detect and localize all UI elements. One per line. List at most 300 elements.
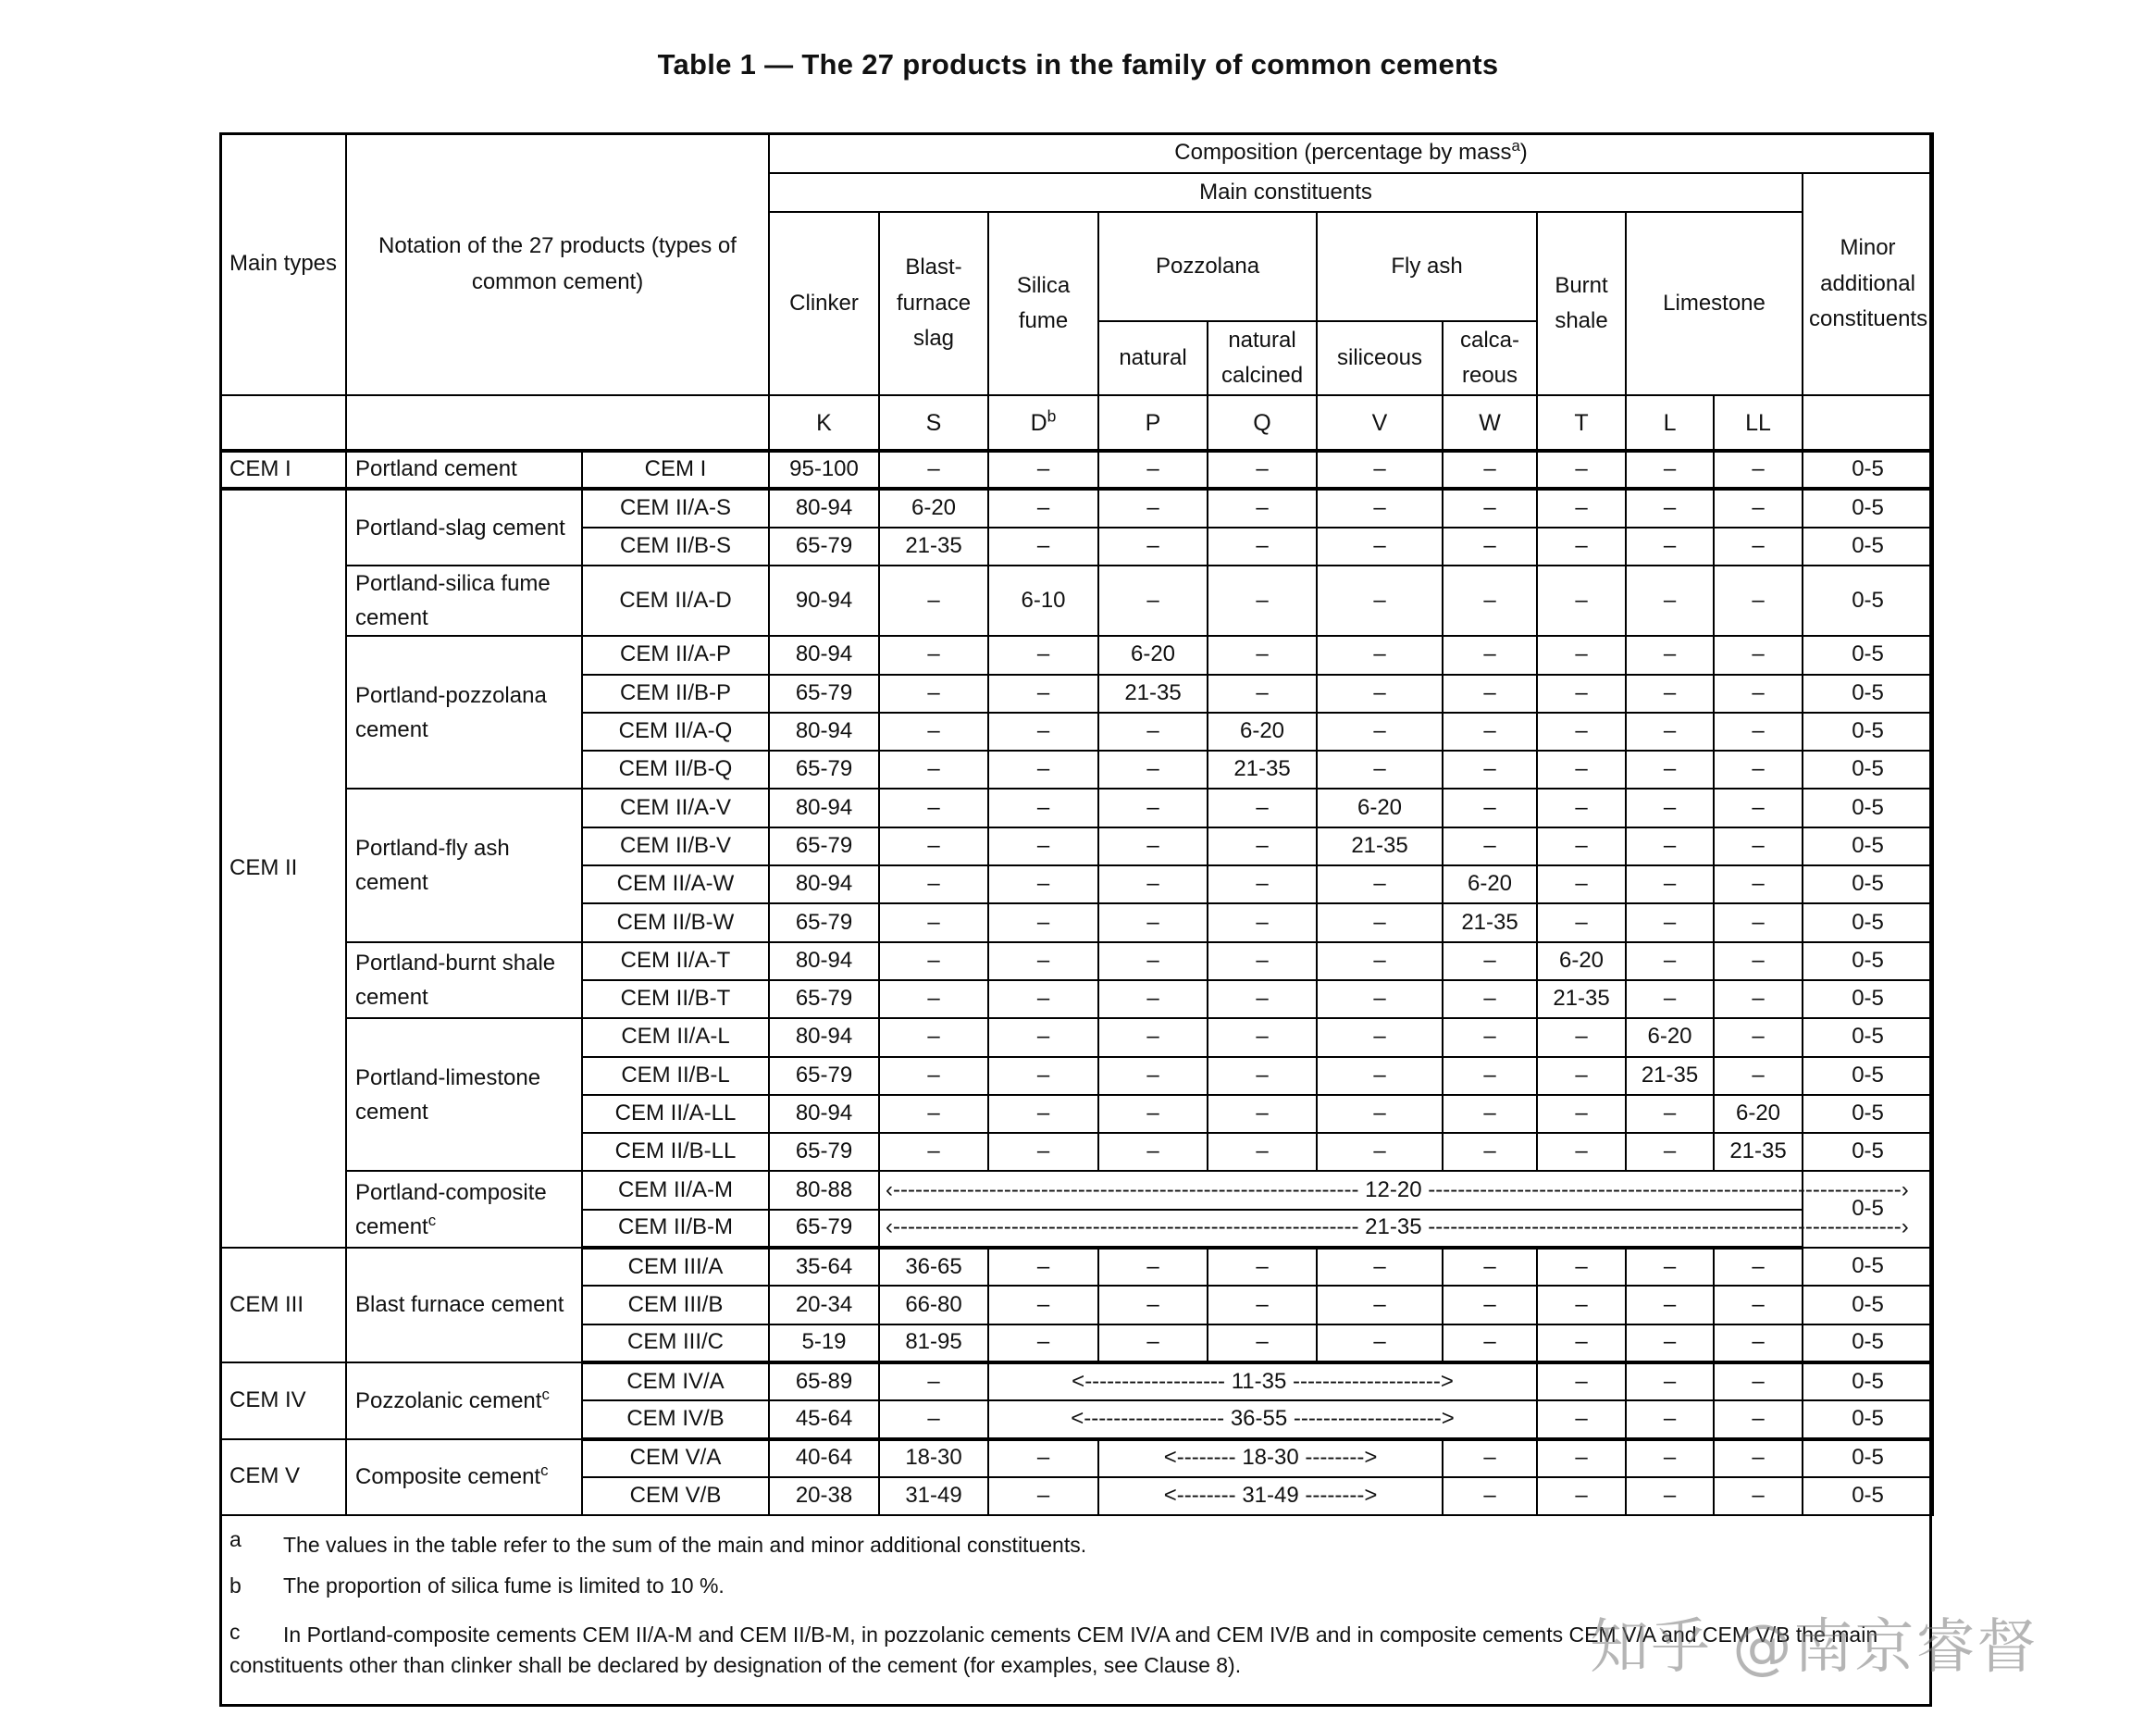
value-cell: – — [1098, 489, 1208, 527]
notation-cell: CEM II/B-V — [582, 827, 769, 865]
value-cell: – — [1098, 903, 1208, 941]
value-cell: 65-79 — [769, 1057, 879, 1095]
value-cell: 20-38 — [769, 1477, 879, 1515]
value-cell: 0-5 — [1803, 675, 1933, 713]
value-cell: – — [1317, 451, 1443, 489]
value-cell: – — [1098, 1286, 1208, 1324]
value-cell: 90-94 — [769, 566, 879, 636]
value-cell: – — [1443, 1439, 1537, 1477]
value-cell: – — [1317, 942, 1443, 980]
value-cell: 80-94 — [769, 865, 879, 903]
value-cell: 0-5 — [1803, 1057, 1933, 1095]
value-cell: 80-94 — [769, 713, 879, 751]
value-cell: 6-20 — [1208, 713, 1317, 751]
subgroup-slag: Portland-slag cement — [346, 489, 582, 566]
notation-cell: CEM III/B — [582, 1286, 769, 1324]
value-cell: – — [1626, 713, 1714, 751]
value-cell: – — [988, 528, 1098, 566]
value-cell: 21-35 — [879, 528, 988, 566]
value-cell: – — [879, 675, 988, 713]
notation-cell: CEM II/B-M — [582, 1210, 769, 1248]
value-cell: 0-5 — [1803, 1248, 1933, 1286]
subgroup-silica: Portland-silica fume cement — [346, 566, 582, 636]
range-span-cell: ‹--------------------------------------------------------------- 12-20 ----------------------------------------------------------------› — [879, 1171, 1803, 1209]
note-b-label: b — [229, 1573, 242, 1598]
value-cell: – — [1098, 451, 1208, 489]
value-cell: – — [1098, 827, 1208, 865]
value-cell: – — [879, 1362, 988, 1400]
value-cell: – — [1537, 1095, 1626, 1133]
group-cem5: CEM V — [220, 1439, 346, 1516]
value-cell: 6-20 — [1443, 865, 1537, 903]
value-cell: – — [879, 903, 988, 941]
value-cell: – — [1537, 903, 1626, 941]
value-cell: – — [879, 751, 988, 789]
value-cell: – — [1714, 528, 1803, 566]
value-cell: 0-5 — [1803, 489, 1933, 527]
value-cell: – — [879, 1095, 988, 1133]
value-cell: – — [1626, 451, 1714, 489]
watermark: 知乎 @南京睿督 — [1590, 1613, 2038, 1682]
subgroup-limestone: Portland-limestone cement — [346, 1018, 582, 1171]
value-cell: – — [1098, 566, 1208, 636]
value-cell: – — [1317, 636, 1443, 674]
header-fly-ash: Fly ash — [1317, 212, 1537, 321]
value-cell: – — [1714, 1400, 1803, 1438]
value-cell: – — [1537, 751, 1626, 789]
value-cell: – — [879, 1133, 988, 1171]
value-cell: – — [988, 1286, 1098, 1324]
value-cell: 6-20 — [879, 489, 988, 527]
subgroup-flyash: Portland-fly ash cement — [346, 789, 582, 941]
value-cell: – — [1714, 827, 1803, 865]
value-cell: – — [1626, 675, 1714, 713]
value-cell: – — [1714, 751, 1803, 789]
subgroup-pozzolanic: Pozzolanic cement$^c$ — [346, 1362, 582, 1439]
notation-cell: CEM II/A-W — [582, 865, 769, 903]
notation-cell: CEM II/A-M — [582, 1171, 769, 1209]
value-cell: – — [879, 942, 988, 980]
notation-cell: CEM II/B-P — [582, 675, 769, 713]
notation-cell: CEM II/A-Q — [582, 713, 769, 751]
value-cell: – — [1443, 751, 1537, 789]
value-cell: – — [879, 713, 988, 751]
value-cell: – — [1443, 827, 1537, 865]
value-cell: – — [988, 1133, 1098, 1171]
value-cell: – — [988, 1324, 1098, 1362]
value-cell: – — [1208, 1057, 1317, 1095]
value-cell: – — [1443, 1018, 1537, 1056]
range-span-cell: <-------- 31-49 --------> — [1098, 1477, 1443, 1515]
value-cell: – — [1443, 675, 1537, 713]
value-cell: – — [988, 451, 1098, 489]
value-cell: – — [1626, 1324, 1714, 1362]
value-cell: 0-5 — [1803, 528, 1933, 566]
symbol-q: Q — [1208, 395, 1317, 451]
value-cell: 65-89 — [769, 1362, 879, 1400]
value-cell: – — [1317, 980, 1443, 1018]
group-cem1: CEM I — [220, 451, 346, 489]
value-cell: 21-35 — [1317, 827, 1443, 865]
value-cell: – — [1443, 566, 1537, 636]
group-cem2: CEM II — [220, 489, 346, 1248]
table-title: Table 1 — The 27 products in the family of common cements — [657, 48, 1499, 81]
value-cell: – — [1537, 1477, 1626, 1515]
value-cell: – — [1626, 942, 1714, 980]
value-cell: – — [1443, 1324, 1537, 1362]
value-cell: 6-20 — [1626, 1018, 1714, 1056]
value-cell: – — [988, 942, 1098, 980]
value-cell: – — [1208, 942, 1317, 980]
value-cell: 0-5 — [1803, 1286, 1933, 1324]
value-cell: – — [1537, 1057, 1626, 1095]
value-cell: – — [1537, 1362, 1626, 1400]
value-cell: 0-5 — [1803, 942, 1933, 980]
value-cell: – — [1208, 903, 1317, 941]
header-limestone: Limestone — [1626, 212, 1803, 395]
symbol-p: P — [1098, 395, 1208, 451]
note-b-text: The proportion of silica fume is limited to 10 %. — [283, 1573, 725, 1598]
value-cell: – — [1443, 1286, 1537, 1324]
value-cell: – — [1208, 789, 1317, 827]
value-cell: – — [1098, 980, 1208, 1018]
value-cell: 0-5 — [1803, 713, 1933, 751]
value-cell: 0-5 — [1803, 789, 1933, 827]
value-cell: – — [1714, 675, 1803, 713]
notation-cell: CEM II/B-LL — [582, 1133, 769, 1171]
value-cell: – — [1098, 1018, 1208, 1056]
value-cell: – — [1537, 566, 1626, 636]
value-cell: 6-20 — [1537, 942, 1626, 980]
value-cell: – — [1317, 1324, 1443, 1362]
value-cell: – — [1208, 451, 1317, 489]
value-cell: – — [1317, 1095, 1443, 1133]
value-cell: – — [1098, 1248, 1208, 1286]
value-cell: – — [1626, 827, 1714, 865]
value-cell: – — [1714, 1477, 1803, 1515]
header-silica-fume: Silica fume — [988, 212, 1098, 395]
value-cell: – — [1098, 789, 1208, 827]
value-cell: 80-94 — [769, 636, 879, 674]
header-calcareous: calca-reous — [1443, 321, 1537, 395]
value-cell: – — [988, 980, 1098, 1018]
subgroup-portland: Portland cement — [346, 451, 582, 489]
value-cell: 0-5 — [1803, 865, 1933, 903]
value-cell: – — [988, 675, 1098, 713]
value-cell: – — [1208, 865, 1317, 903]
value-cell: – — [1714, 566, 1803, 636]
value-cell: 65-79 — [769, 751, 879, 789]
value-cell: – — [988, 636, 1098, 674]
notation-cell: CEM III/A — [582, 1248, 769, 1286]
value-cell: 21-35 — [1098, 675, 1208, 713]
value-cell: – — [879, 1018, 988, 1056]
group-cem4: CEM IV — [220, 1362, 346, 1439]
value-cell: – — [1537, 789, 1626, 827]
value-cell: 80-88 — [769, 1171, 879, 1209]
value-cell: – — [879, 980, 988, 1018]
value-cell: 21-35 — [1443, 903, 1537, 941]
value-cell: – — [1626, 865, 1714, 903]
value-cell: 0-5 — [1803, 1095, 1933, 1133]
value-cell: – — [1443, 489, 1537, 527]
value-cell: – — [1208, 1095, 1317, 1133]
subgroup-composite5: Composite cement$^c$ — [346, 1439, 582, 1516]
value-cell: – — [1537, 675, 1626, 713]
value-cell: – — [1626, 1362, 1714, 1400]
notation-cell: CEM II/B-W — [582, 903, 769, 941]
value-cell: – — [1537, 451, 1626, 489]
value-cell: – — [988, 903, 1098, 941]
value-cell: 65-79 — [769, 675, 879, 713]
value-cell: – — [1714, 451, 1803, 489]
value-cell: – — [1537, 528, 1626, 566]
range-span-cell: <------------------- 11-35 --------------------> — [988, 1362, 1537, 1400]
value-cell: – — [1317, 528, 1443, 566]
value-cell: – — [1626, 1095, 1714, 1133]
value-cell: – — [1537, 713, 1626, 751]
header-minor-constituents: Minor additional constituents — [1803, 173, 1933, 395]
symbol-ll: LL — [1714, 395, 1803, 451]
value-cell: – — [1626, 1133, 1714, 1171]
value-cell: 5-19 — [769, 1324, 879, 1362]
value-cell: – — [1443, 1095, 1537, 1133]
value-cell: – — [988, 1477, 1098, 1515]
value-cell: – — [1443, 789, 1537, 827]
notation-cell: CEM IV/B — [582, 1400, 769, 1438]
value-cell: 0-5 — [1803, 1400, 1933, 1438]
value-cell: 80-94 — [769, 489, 879, 527]
note-a-label: a — [229, 1527, 242, 1551]
value-cell: 0-5 — [1803, 1171, 1933, 1248]
table-frame — [219, 132, 1932, 1707]
value-cell: – — [1626, 980, 1714, 1018]
value-cell: – — [988, 1248, 1098, 1286]
value-cell: 65-79 — [769, 528, 879, 566]
value-cell: – — [1714, 1286, 1803, 1324]
value-cell: – — [988, 827, 1098, 865]
value-cell: – — [1208, 528, 1317, 566]
subgroup-composite: Portland-composite cement$^c$ — [346, 1171, 582, 1248]
value-cell: 0-5 — [1803, 566, 1933, 636]
symbol-v: V — [1317, 395, 1443, 451]
value-cell: 65-79 — [769, 903, 879, 941]
header-pozzolana: Pozzolana — [1098, 212, 1317, 321]
note-c-label: c — [229, 1620, 241, 1644]
symbol-d: $D^b$ — [988, 395, 1098, 451]
value-cell: – — [1626, 1477, 1714, 1515]
header-main-constituents: Main constituents — [769, 173, 1803, 212]
value-cell: – — [1317, 1133, 1443, 1171]
value-cell: – — [1626, 751, 1714, 789]
value-cell: 6-20 — [1098, 636, 1208, 674]
value-cell: – — [1537, 1286, 1626, 1324]
value-cell: – — [1443, 451, 1537, 489]
value-cell: – — [1443, 528, 1537, 566]
notation-cell: CEM II/A-D — [582, 566, 769, 636]
notation-cell: CEM V/A — [582, 1439, 769, 1477]
value-cell: – — [988, 789, 1098, 827]
symbol-t: T — [1537, 395, 1626, 451]
note-c-text: In Portland-composite cements CEM II/A-M and CEM II/B-M, in pozzolanic cements CEM IV/A and CEM IV/B and in composite cements CEM V/A and CEM V/B the main constituents other than clinker shall be declared by designation of the cement (for examples, see Clause 8). — [229, 1623, 1878, 1678]
notation-cell: CEM I — [582, 451, 769, 489]
value-cell: – — [1443, 942, 1537, 980]
value-cell: – — [1443, 713, 1537, 751]
value-cell: – — [988, 1018, 1098, 1056]
value-cell: 21-35 — [1208, 751, 1317, 789]
header-burnt-shale: Burnt shale — [1537, 212, 1626, 395]
header-siliceous: siliceous — [1317, 321, 1443, 395]
value-cell: 0-5 — [1803, 1324, 1933, 1362]
value-cell: – — [1208, 1248, 1317, 1286]
group-cem3: CEM III — [220, 1248, 346, 1362]
header-natural-calcined: natural calcined — [1208, 321, 1317, 395]
symbol-w: W — [1443, 395, 1537, 451]
value-cell: – — [1098, 528, 1208, 566]
value-cell: – — [1317, 566, 1443, 636]
value-cell: – — [1714, 1324, 1803, 1362]
value-cell: – — [879, 827, 988, 865]
value-cell: – — [879, 1400, 988, 1438]
value-cell: 20-34 — [769, 1286, 879, 1324]
value-cell: – — [1714, 903, 1803, 941]
value-cell: – — [1626, 1400, 1714, 1438]
value-cell: – — [1098, 1095, 1208, 1133]
value-cell: 18-30 — [879, 1439, 988, 1477]
value-cell: – — [1317, 751, 1443, 789]
value-cell: – — [988, 1439, 1098, 1477]
value-cell: – — [1317, 1286, 1443, 1324]
value-cell: – — [1098, 1057, 1208, 1095]
value-cell: – — [1443, 1248, 1537, 1286]
value-cell: – — [1714, 865, 1803, 903]
value-cell: – — [1537, 865, 1626, 903]
value-cell: – — [988, 751, 1098, 789]
value-cell: – — [1626, 903, 1714, 941]
value-cell: – — [988, 713, 1098, 751]
value-cell: – — [1208, 1324, 1317, 1362]
range-span-cell: <------------------- 36-55 --------------------> — [988, 1400, 1537, 1438]
value-cell: – — [1714, 713, 1803, 751]
value-cell: – — [1098, 865, 1208, 903]
value-cell: – — [1208, 1018, 1317, 1056]
value-cell: 65-79 — [769, 827, 879, 865]
value-cell: – — [1208, 1133, 1317, 1171]
value-cell: – — [1626, 636, 1714, 674]
value-cell: – — [1537, 1248, 1626, 1286]
value-cell: 21-35 — [1537, 980, 1626, 1018]
value-cell: – — [1208, 827, 1317, 865]
value-cell: – — [1537, 1439, 1626, 1477]
value-cell: 6-20 — [1714, 1095, 1803, 1133]
notation-cell: CEM II/A-L — [582, 1018, 769, 1056]
value-cell: 65-79 — [769, 1210, 879, 1248]
value-cell: 65-79 — [769, 1133, 879, 1171]
notation-cell: CEM II/B-T — [582, 980, 769, 1018]
range-span-cell: <-------- 18-30 --------> — [1098, 1439, 1443, 1477]
notation-cell: CEM V/B — [582, 1477, 769, 1515]
value-cell: – — [879, 789, 988, 827]
value-cell: – — [1208, 980, 1317, 1018]
header-main-types: Main types — [220, 133, 346, 395]
value-cell: 0-5 — [1803, 636, 1933, 674]
value-cell: – — [988, 865, 1098, 903]
notation-cell: CEM II/A-P — [582, 636, 769, 674]
value-cell: – — [1626, 566, 1714, 636]
value-cell: 40-64 — [769, 1439, 879, 1477]
value-cell: – — [879, 1057, 988, 1095]
notation-cell: CEM IV/A — [582, 1362, 769, 1400]
value-cell: – — [988, 489, 1098, 527]
subgroup-pozzolana: Portland-pozzolana cement — [346, 636, 582, 789]
value-cell: 6-20 — [1317, 789, 1443, 827]
value-cell: – — [1208, 636, 1317, 674]
value-cell: 36-65 — [879, 1248, 988, 1286]
value-cell: – — [1208, 489, 1317, 527]
value-cell: – — [988, 1057, 1098, 1095]
value-cell: – — [1714, 1248, 1803, 1286]
value-cell: – — [1317, 489, 1443, 527]
value-cell: – — [1208, 1286, 1317, 1324]
value-cell: 0-5 — [1803, 1477, 1933, 1515]
symbol-l: L — [1626, 395, 1714, 451]
value-cell: – — [1714, 789, 1803, 827]
value-cell: – — [1208, 566, 1317, 636]
value-cell: – — [1537, 1324, 1626, 1362]
header-blast-furnace-slag: Blast-furnace slag — [879, 212, 988, 395]
value-cell: – — [1098, 1324, 1208, 1362]
range-span-cell: ‹--------------------------------------------------------------- 21-35 ----------------------------------------------------------------› — [879, 1210, 1803, 1248]
value-cell: – — [1098, 713, 1208, 751]
notation-cell: CEM II/A-T — [582, 942, 769, 980]
value-cell: 6-10 — [988, 566, 1098, 636]
value-cell: 0-5 — [1803, 1018, 1933, 1056]
value-cell: – — [879, 451, 988, 489]
value-cell: 0-5 — [1803, 827, 1933, 865]
value-cell: – — [1443, 1057, 1537, 1095]
value-cell: – — [1208, 675, 1317, 713]
value-cell: – — [1537, 1400, 1626, 1438]
value-cell: – — [1098, 942, 1208, 980]
notation-cell: CEM III/C — [582, 1324, 769, 1362]
notation-cell: CEM II/B-S — [582, 528, 769, 566]
value-cell: 21-35 — [1626, 1057, 1714, 1095]
value-cell: 45-64 — [769, 1400, 879, 1438]
header-clinker: Clinker — [769, 212, 879, 395]
value-cell: – — [879, 636, 988, 674]
value-cell: – — [1626, 1248, 1714, 1286]
value-cell: 31-49 — [879, 1477, 988, 1515]
value-cell: 66-80 — [879, 1286, 988, 1324]
header-natural: natural — [1098, 321, 1208, 395]
notation-cell: CEM II/A-LL — [582, 1095, 769, 1133]
value-cell: – — [1317, 713, 1443, 751]
subgroup-burnt: Portland-burnt shale cement — [346, 942, 582, 1019]
value-cell: – — [988, 1095, 1098, 1133]
value-cell: 35-64 — [769, 1248, 879, 1286]
value-cell: 80-94 — [769, 1018, 879, 1056]
value-cell: 0-5 — [1803, 1439, 1933, 1477]
value-cell: – — [1626, 1439, 1714, 1477]
value-cell: – — [1714, 1057, 1803, 1095]
value-cell: – — [1714, 489, 1803, 527]
value-cell: 65-79 — [769, 980, 879, 1018]
value-cell: – — [1626, 789, 1714, 827]
value-cell: – — [1714, 1362, 1803, 1400]
notation-cell: CEM II/A-V — [582, 789, 769, 827]
value-cell: – — [1443, 636, 1537, 674]
value-cell: – — [1537, 1133, 1626, 1171]
